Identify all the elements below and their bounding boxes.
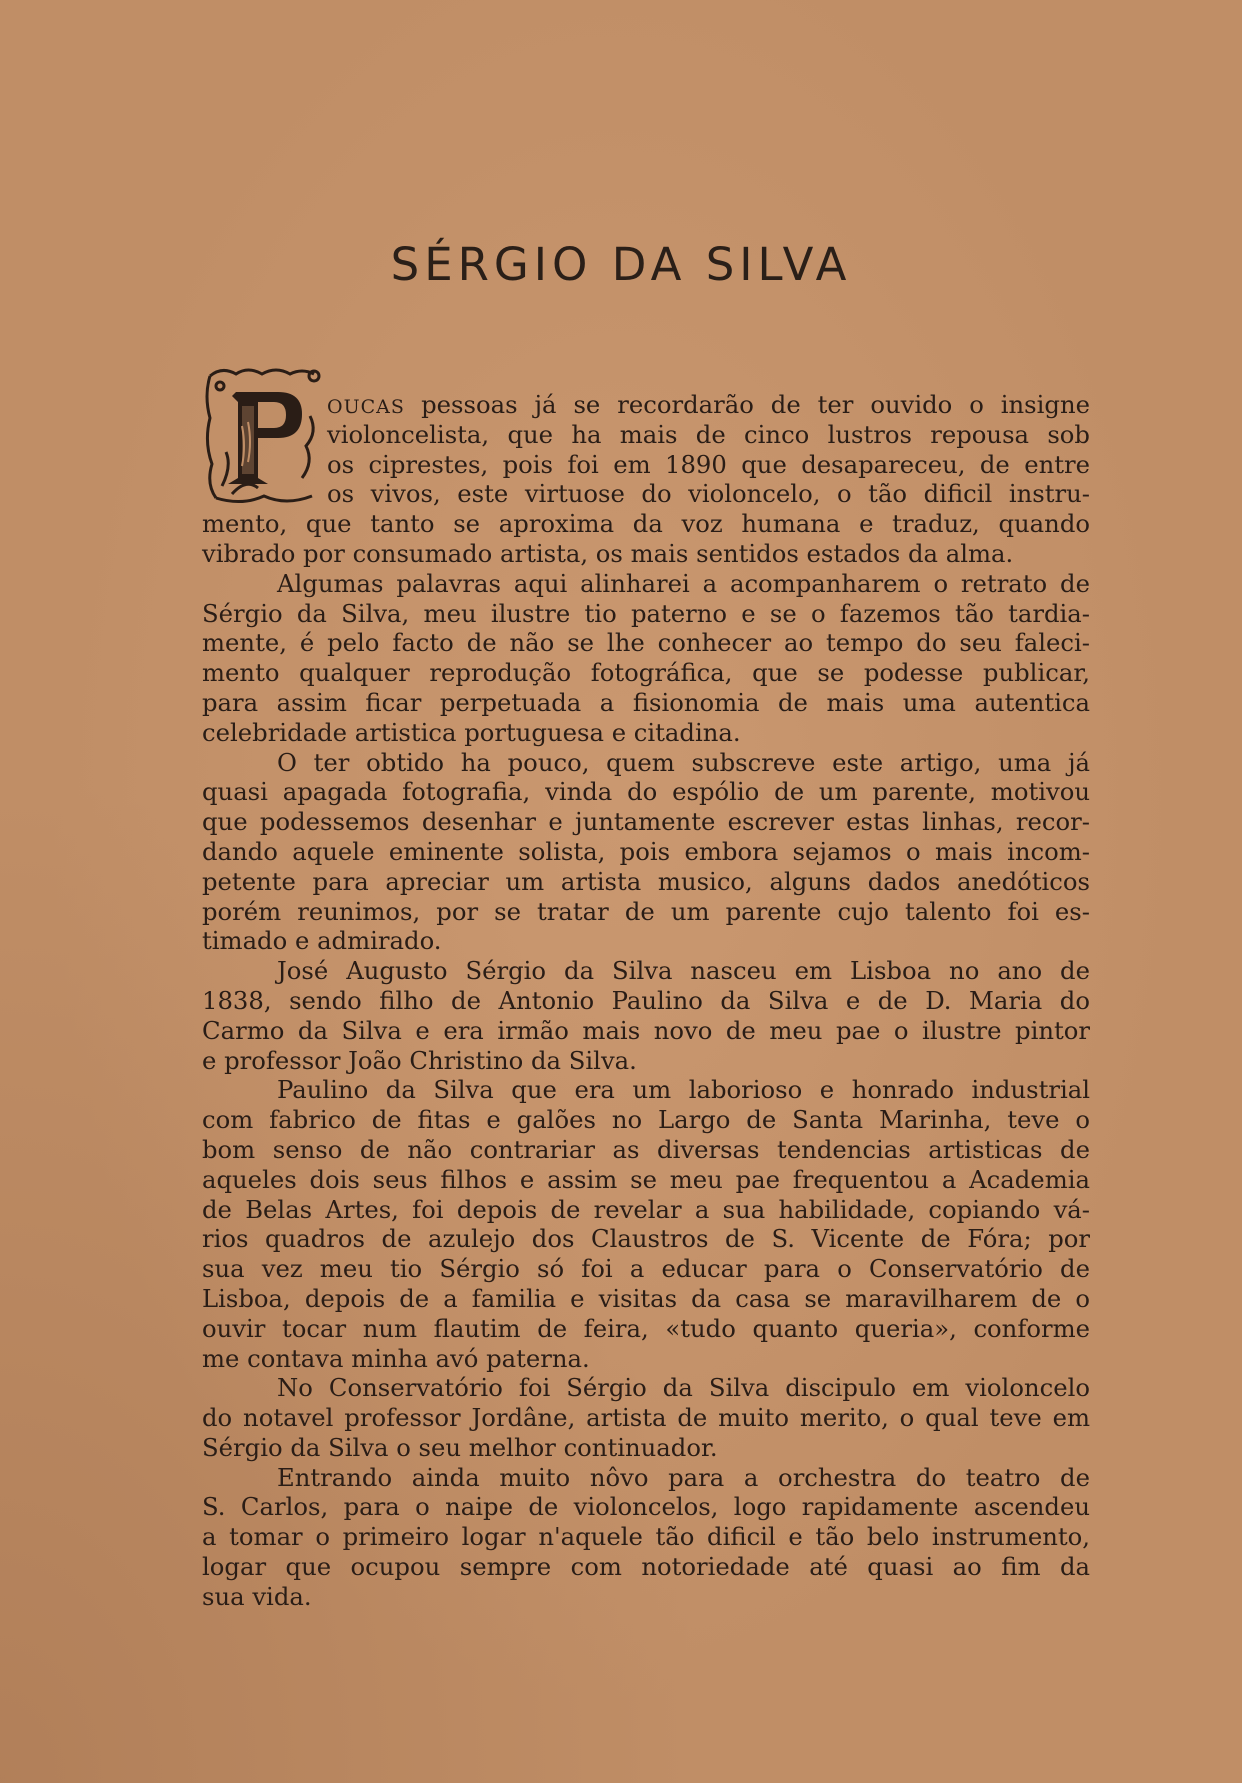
text-line: Sérgio da Silva o seu melhor continuador. bbox=[202, 1432, 718, 1462]
text-line: Carmo da Silva e era irmão mais novo de meu pae o ilustre pintor bbox=[202, 1015, 1090, 1045]
text-line: Lisboa, depois de a familia e visitas da casa se maravilharem de o bbox=[202, 1283, 1090, 1313]
text-line: petente para apreciar um artista musico, alguns dados anedóticos bbox=[202, 866, 1090, 896]
text-line: me contava minha avó paterna. bbox=[202, 1343, 590, 1373]
text-line: mento qualquer reprodução fotográfica, que se podesse publicar, bbox=[202, 658, 1090, 688]
text-line: dando aquele eminente solista, pois embora sejamos o mais incom- bbox=[202, 836, 1090, 866]
text-line: logar que ocupou sempre com notoriedade até quasi ao fim da bbox=[202, 1552, 1090, 1582]
text-line: os vivos, este virtuose do violoncelo, o tão dificil instru- bbox=[327, 479, 1090, 509]
text-line: sua vez meu tio Sérgio só foi a educar para o Conservatório de bbox=[202, 1254, 1090, 1284]
text-line: Paulino da Silva que era um laborioso e honrado industrial bbox=[277, 1075, 1090, 1105]
text-line bbox=[202, 390, 1090, 420]
text-line: Algumas palavras aqui alinharei a acompanharem o retrato de bbox=[277, 568, 1090, 598]
text-line: No Conservatório foi Sérgio da Silva discipulo em violoncelo bbox=[277, 1373, 1090, 1403]
text-line: do notavel professor Jordâne, artista de muito merito, o qual teve em bbox=[202, 1403, 1090, 1433]
article-body bbox=[202, 390, 1090, 1612]
text-line: mento, que tanto se aproxima da voz humana e traduz, quando bbox=[202, 509, 1090, 539]
text-line: a tomar o primeiro logar n'aquele tão dificil e tão belo instrumento, bbox=[202, 1522, 1090, 1552]
text-line: mente, é pelo facto de não se lhe conhecer ao tempo do seu faleci- bbox=[202, 628, 1090, 658]
text-line: S. Carlos, para o naipe de violoncelos, logo rapidamente ascendeu bbox=[202, 1492, 1090, 1522]
text-line: de Belas Artes, foi depois de revelar a sua habilidade, copiando vá- bbox=[202, 1194, 1090, 1224]
text-line: que podessemos desenhar e juntamente escrever estas linhas, recor- bbox=[202, 807, 1090, 837]
first-word-small-caps: OUCAS bbox=[327, 396, 422, 418]
text-line: José Augusto Sérgio da Silva nasceu em Lisboa no ano de bbox=[277, 956, 1090, 986]
text-line: timado e admirado. bbox=[202, 926, 442, 956]
text-line: e professor João Christino da Silva. bbox=[202, 1045, 637, 1075]
text-line: os ciprestes, pois foi em 1890 que desapareceu, de entre bbox=[327, 449, 1090, 479]
text-line: sua vida. bbox=[202, 1581, 312, 1611]
text-line: vibrado por consumado artista, os mais sentidos estados da alma. bbox=[202, 538, 1014, 568]
text-line: bom senso de não contrariar as diversas tendencias artisticas de bbox=[202, 1134, 1090, 1164]
text-line: ouvir tocar num flautim de feira, «tudo quanto queria», conforme bbox=[202, 1313, 1090, 1343]
text-line: quasi apagada fotografia, vinda do espólio de um parente, motivou bbox=[202, 777, 1090, 807]
text-line: violoncelista, que ha mais de cinco lustros repousa sob bbox=[327, 419, 1090, 449]
text-line: aqueles dois seus filhos e assim se meu pae frequentou a Academia bbox=[202, 1164, 1090, 1194]
text-line: celebridade artistica portuguesa e citadina. bbox=[202, 717, 741, 747]
text-line: rios quadros de azulejo dos Claustros de S. Vicente de Fóra; por bbox=[202, 1224, 1090, 1254]
text-line: porém reunimos, por se tratar de um parente cujo talento foi es- bbox=[202, 896, 1090, 926]
text-line: com fabrico de fitas e galões no Largo de Santa Marinha, teve o bbox=[202, 1105, 1090, 1135]
text-line: Entrando ainda muito nôvo para a orchestra do teatro de bbox=[277, 1462, 1090, 1492]
text-line: para assim ficar perpetuada a fisionomia de mais uma autentica bbox=[202, 687, 1090, 717]
line-text: pessoas já se recordarão de ter ouvido o insigne bbox=[421, 390, 1091, 419]
text-line: Sérgio da Silva, meu ilustre tio paterno e se o fazemos tão tardia- bbox=[202, 598, 1090, 628]
text-line: O ter obtido ha pouco, quem subscreve este artigo, uma já bbox=[277, 747, 1090, 777]
article-title: SÉRGIO DA SILVA bbox=[390, 238, 852, 292]
text-line: 1838, sendo filho de Antonio Paulino da Silva e de D. Maria do bbox=[202, 985, 1090, 1015]
